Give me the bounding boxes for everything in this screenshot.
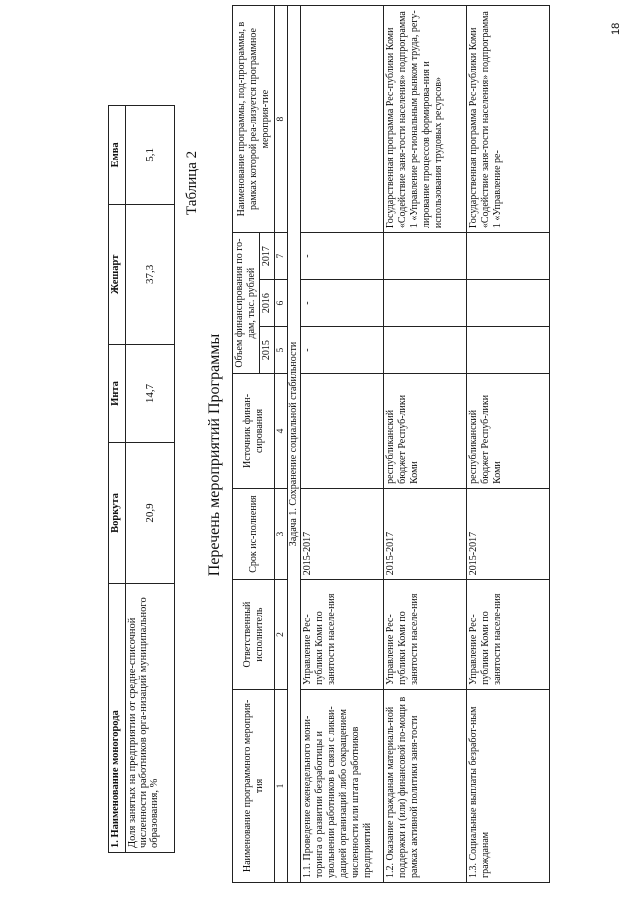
column-numbers-row: [275, 6, 288, 883]
measure-2017: [467, 233, 550, 280]
header-cell: 1. Наименование моногорода: [109, 584, 126, 853]
measure-2015: -: [301, 327, 384, 374]
page-number: 18: [610, 22, 622, 35]
column-number: 8: [275, 6, 288, 233]
table-caption: Таблица 2: [184, 150, 200, 215]
measure-source: [301, 374, 384, 489]
measure-program: Государственная программа Рес-публики Коми «Содействие заня-тости населения» подпрограмма 1 «Управление ре-гиональным рынком труда, регу-лирование процессов формирова-ния и использования трудовых ресурсов»: [384, 6, 467, 233]
measure-2017: -: [301, 233, 384, 280]
header-year: 2016: [260, 280, 275, 327]
measure-term: 2015-2017: [384, 488, 467, 579]
measure-program: Государственная программа Рес-публики Коми «Содействие заня-тости населения» подпрограмма 1 «Управление ре-: [467, 6, 550, 233]
measure-2016: [384, 280, 467, 327]
header-name: Наименование программного мероприя-тия: [233, 689, 275, 882]
column-number: 2: [275, 580, 288, 690]
column-number: 1: [275, 689, 288, 882]
value-cell: 37,3: [126, 204, 175, 344]
header-source: Источник финан-сирования: [233, 374, 275, 489]
value-cell: 20,9: [126, 442, 175, 583]
table-row: [467, 6, 550, 883]
column-number: 7: [275, 233, 288, 280]
measure-term: 2015-2017: [301, 488, 384, 579]
header-executor: Ответственный исполнитель: [233, 580, 275, 690]
measure-executor: Управление Рес-публики Коми по занятости населе-ния: [384, 580, 467, 690]
column-number: 5: [275, 327, 288, 374]
monotown-table: [108, 105, 175, 853]
measure-name: 1.3. Социальные выплаты безработ-ным гражданам: [467, 689, 550, 882]
row-label: Доля занятых на предприятии от средне-списочной численности работников орга-низаций муниципального образования, %: [126, 584, 175, 853]
value-cell: 5,1: [126, 106, 175, 205]
header-year: 2015: [260, 327, 275, 374]
value-cell: 14,7: [126, 345, 175, 443]
header-program: Наименование программы, под-программы, в рамках которой реа-лизуется программное мероприя-тие: [233, 6, 275, 233]
measure-2016: -: [301, 280, 384, 327]
measure-executor: Управление Рес-публики Коми по занятости населе-ния: [467, 580, 550, 690]
measure-2015: [384, 327, 467, 374]
measure-2016: [467, 280, 550, 327]
measure-program: [301, 6, 384, 233]
task-row: [288, 6, 301, 883]
measure-executor: Управление Рес-публики Коми по занятости населе-ния: [301, 580, 384, 690]
measure-source: республиканский бюджет Респуб-лики Коми: [384, 374, 467, 489]
column-number: 3: [275, 488, 288, 579]
measures-table: [232, 5, 550, 883]
header-cell: Воркута: [109, 442, 126, 583]
header-term: Срок ис-полнения: [233, 488, 275, 579]
measure-2015: [467, 327, 550, 374]
task-heading: Задача 1. Сохранение социальной стабильности: [288, 6, 301, 883]
measure-2017: [384, 233, 467, 280]
measure-name: 1.1. Проведение еженедельного мони-торинга о развитии безработицы и увольнении работников в связи с ликви-дацией организаций либо сокращением численности или штата работников предприятий: [301, 689, 384, 882]
header-cell: Инта: [109, 345, 126, 443]
column-number: 4: [275, 374, 288, 489]
measure-term: 2015-2017: [467, 488, 550, 579]
header-volume: Объем финансирования по го-дам, тыс. рублей: [233, 233, 260, 374]
table-title: Перечень мероприятий Программы: [206, 333, 223, 577]
header-cell: Емва: [109, 106, 126, 205]
measure-source: республиканский бюджет Респуб-лики Коми: [467, 374, 550, 489]
measures-header-row: [233, 6, 260, 883]
header-year: 2017: [260, 233, 275, 280]
table-row: [301, 6, 384, 883]
table-row: [384, 6, 467, 883]
monotown-table-row: [126, 106, 175, 853]
column-number: 6: [275, 280, 288, 327]
header-cell: Жешарт: [109, 204, 126, 344]
measure-name: 1.2. Оказание гражданам материаль-ной поддержки и (или) финансовой по-мощи в рамках активной политики заня-тости: [384, 689, 467, 882]
monotown-table-header: [109, 106, 126, 853]
